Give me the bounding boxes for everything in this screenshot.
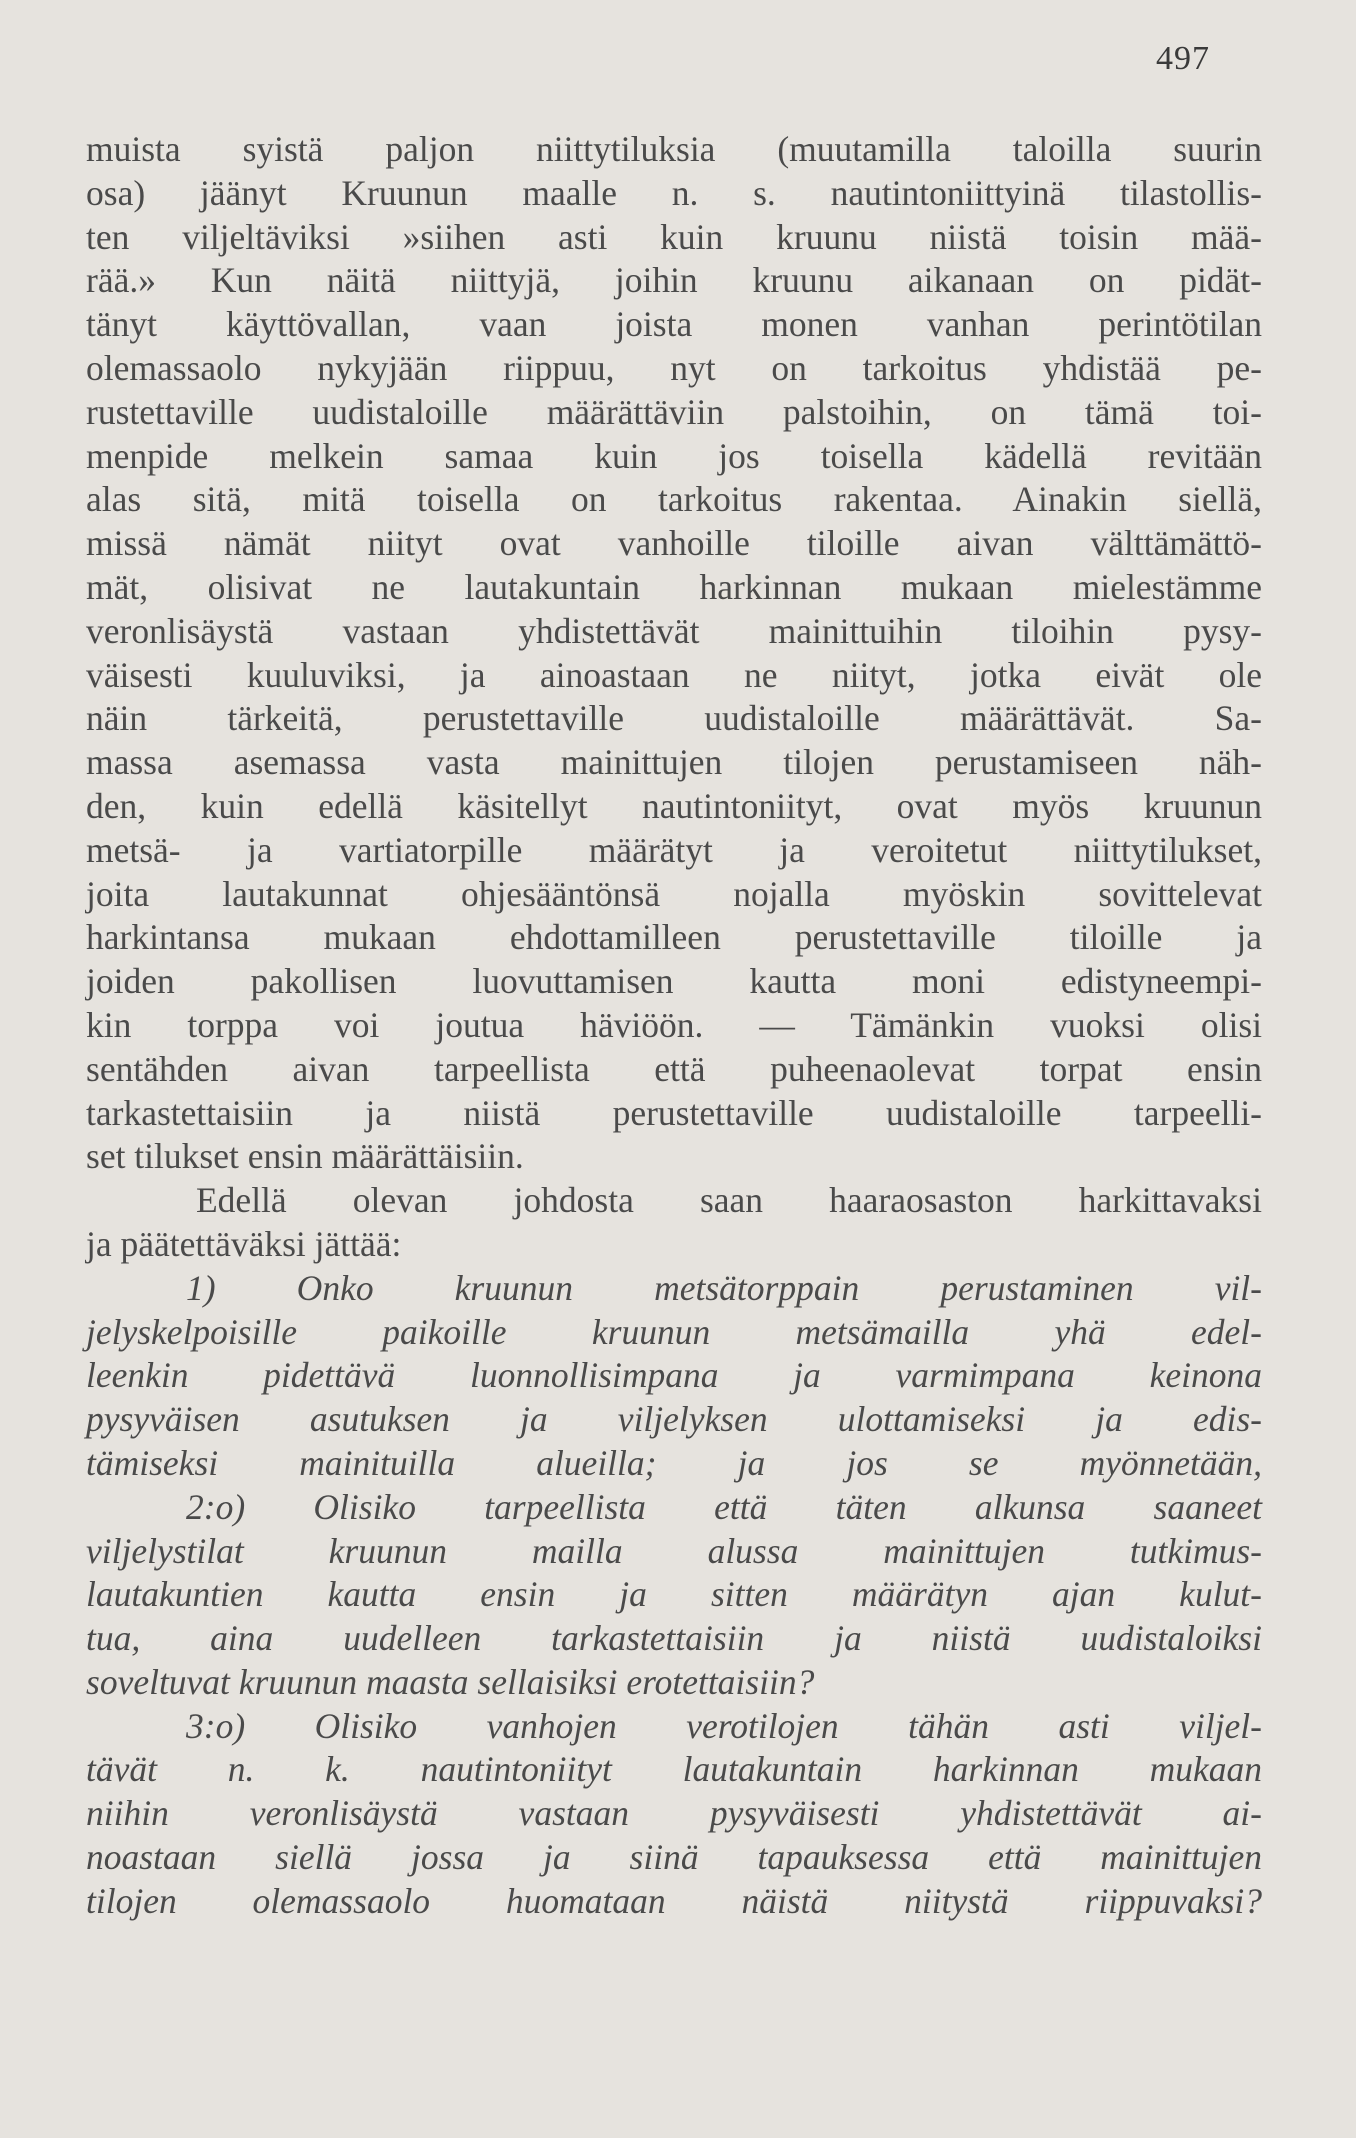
text-line: tämiseksi mainituilla alueilla; ja jos se myönnetään, bbox=[86, 1442, 1262, 1483]
text-line: Edellä olevan johdosta saan haaraosaston harkittavaksi bbox=[196, 1180, 1262, 1221]
text-line: veronlisäystä vastaan yhdistettävät mainittuihin tiloihin pysy- bbox=[86, 610, 1262, 651]
text-line: viljelystilat kruunun mailla alussa mainittujen tutkimus- bbox=[86, 1530, 1262, 1571]
question-1 bbox=[86, 1267, 1262, 1486]
paragraph-1 bbox=[86, 128, 1262, 1179]
text-line: tua, aina uudelleen tarkastettaisiin ja niistä uudistaloiksi bbox=[86, 1618, 1262, 1659]
text-line: rää.» Kun näitä niittyjä, joihin kruunu aikanaan on pidät- bbox=[86, 260, 1262, 301]
text-line: mät, olisivat ne lautakuntain harkinnan mukaan mielestämme bbox=[86, 566, 1262, 607]
text-line: ja päätettäväksi jättää: bbox=[86, 1223, 402, 1264]
text-line: joiden pakollisen luovuttamisen kautta moni edistyneempi- bbox=[86, 961, 1262, 1002]
page-number: 497 bbox=[1156, 40, 1210, 77]
text-line: set tilukset ensin määrättäisiin. bbox=[86, 1136, 524, 1177]
question-3 bbox=[86, 1705, 1262, 1924]
text-line: pysyväisen asutuksen ja viljelyksen ulottamiseksi ja edis- bbox=[86, 1399, 1262, 1440]
text-line: jelyskelpoisille paikoille kruunun metsämailla yhä edel- bbox=[86, 1311, 1262, 1352]
question-2 bbox=[86, 1486, 1262, 1705]
text-line: tävät n. k. nautintoniityt lautakuntain harkinnan mukaan bbox=[86, 1749, 1262, 1790]
text-line: soveltuvat kruunun maasta sellaisiksi erotettaisiin? bbox=[86, 1661, 815, 1702]
text-line: 1) Onko kruunun metsätorppain perustaminen vil- bbox=[186, 1267, 1262, 1308]
text-line: kin torppa voi joutua häviöön. — Tämänkin vuoksi olisi bbox=[86, 1004, 1262, 1045]
text-line: ten viljeltäviksi »siihen asti kuin kruunu niistä toisin mää- bbox=[86, 216, 1262, 257]
text-line: alas sitä, mitä toisella on tarkoitus rakentaa. Ainakin siellä, bbox=[86, 479, 1262, 520]
text-line: tilojen olemassaolo huomataan näistä niitystä riippuvaksi? bbox=[86, 1880, 1262, 1921]
text-line: 2:o) Olisiko tarpeellista että täten alkunsa saaneet bbox=[186, 1486, 1262, 1527]
text-line: lautakuntien kautta ensin ja sitten määrätyn ajan kulut- bbox=[86, 1574, 1262, 1615]
page-body bbox=[86, 128, 1262, 1924]
text-line: den, kuin edellä käsitellyt nautintoniityt, ovat myös kruunun bbox=[86, 785, 1262, 826]
text-line: niihin veronlisäystä vastaan pysyväisesti yhdistettävät ai- bbox=[86, 1793, 1262, 1834]
text-line: missä nämät niityt ovat vanhoille tiloille aivan välttämättö- bbox=[86, 523, 1262, 564]
text-line: leenkin pidettävä luonnollisimpana ja varmimpana keinona bbox=[86, 1355, 1262, 1396]
text-line: 3:o) Olisiko vanhojen verotilojen tähän asti viljel- bbox=[186, 1705, 1262, 1746]
text-line: harkintansa mukaan ehdottamilleen perustettaville tiloille ja bbox=[86, 917, 1262, 958]
text-line: muista syistä paljon niittytiluksia (muutamilla taloilla suurin bbox=[86, 129, 1262, 169]
text-line: olemassaolo nykyjään riippuu, nyt on tarkoitus yhdistää pe- bbox=[86, 347, 1262, 388]
text-line: näin tärkeitä, perustettaville uudistaloille määrättävät. Sa- bbox=[86, 698, 1262, 739]
text-line: väisesti kuuluviksi, ja ainoastaan ne niityt, jotka eivät ole bbox=[86, 654, 1262, 695]
text-line: sentähden aivan tarpeellista että puheenaolevat torpat ensin bbox=[86, 1048, 1262, 1089]
text-line: tarkastettaisiin ja niistä perustettaville uudistaloille tarpeelli- bbox=[86, 1092, 1262, 1133]
text-line: metsä- ja vartiatorpille määrätyt ja veroitetut niittytilukset, bbox=[86, 829, 1262, 870]
text-line: joita lautakunnat ohjesääntönsä nojalla myöskin sovittelevat bbox=[86, 873, 1262, 914]
paragraph-2 bbox=[86, 1179, 1262, 1267]
text-line: noastaan siellä jossa ja siinä tapauksessa että mainittujen bbox=[86, 1837, 1262, 1878]
text-line: menpide melkein samaa kuin jos toisella kädellä revitään bbox=[86, 435, 1262, 476]
text-line: massa asemassa vasta mainittujen tilojen perustamiseen näh- bbox=[86, 742, 1262, 783]
text-line: tänyt käyttövallan, vaan joista monen vanhan perintötilan bbox=[86, 304, 1262, 345]
text-line: osa) jäänyt Kruunun maalle n. s. nautintoniittyinä tilastollis- bbox=[86, 172, 1262, 213]
text-line: rustettaville uudistaloille määrättäviin palstoihin, on tämä toi- bbox=[86, 391, 1262, 432]
